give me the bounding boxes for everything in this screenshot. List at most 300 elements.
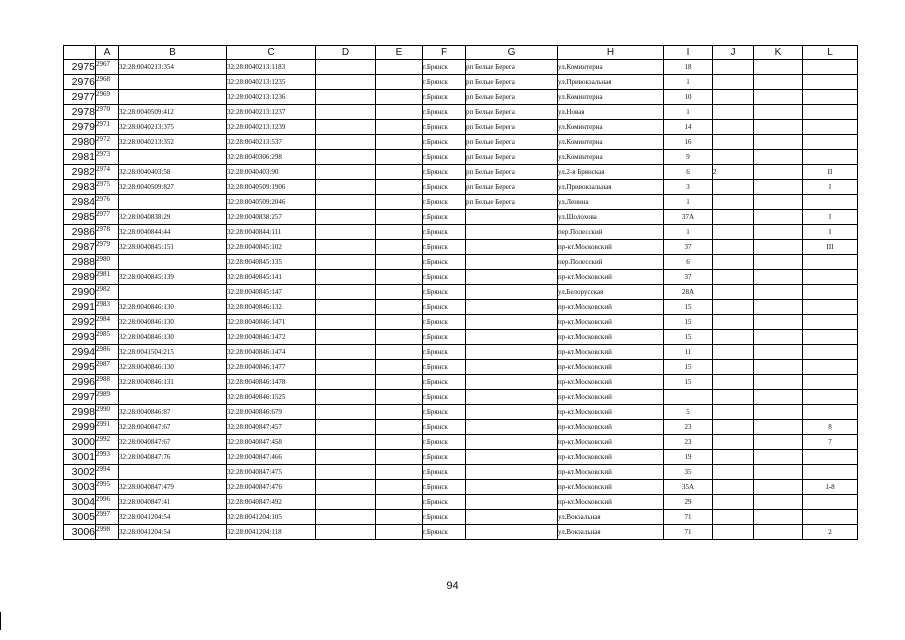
column-header-i[interactable]: I — [664, 46, 713, 60]
cell-f[interactable]: г.Брянск — [423, 135, 466, 150]
cell-l[interactable] — [803, 60, 858, 75]
cell-e[interactable] — [376, 525, 423, 540]
cell-a[interactable]: 2981 — [96, 270, 119, 285]
cell-b[interactable]: 32:28:0041504:215 — [119, 345, 227, 360]
cell-g[interactable]: рп Белые Берега — [466, 180, 558, 195]
cell-h[interactable]: пр-кт.Московский — [558, 240, 664, 255]
cell-i[interactable]: 23 — [664, 420, 713, 435]
cell-k[interactable] — [754, 315, 803, 330]
cell-d[interactable] — [316, 195, 376, 210]
cell-i[interactable]: 5 — [664, 405, 713, 420]
cell-c[interactable]: 32:28:0040847:476 — [227, 480, 316, 495]
cell-c[interactable]: 32:28:0040847:457 — [227, 420, 316, 435]
cell-c[interactable]: 32:28:0040306:298 — [227, 150, 316, 165]
row-number-cell[interactable]: 3002 — [64, 465, 96, 480]
cell-h[interactable]: пр-кт.Московский — [558, 420, 664, 435]
cell-d[interactable] — [316, 510, 376, 525]
cell-j[interactable] — [713, 465, 754, 480]
cell-a[interactable]: 2998 — [96, 525, 119, 540]
cell-b[interactable] — [119, 465, 227, 480]
cell-j[interactable] — [713, 345, 754, 360]
cell-j[interactable] — [713, 450, 754, 465]
cell-d[interactable] — [316, 405, 376, 420]
cell-h[interactable]: ул.Коминтерна — [558, 60, 664, 75]
cell-h[interactable]: ул.Белорусская — [558, 285, 664, 300]
cell-e[interactable] — [376, 315, 423, 330]
cell-g[interactable] — [466, 420, 558, 435]
cell-b[interactable]: 32:28:0041204:54 — [119, 525, 227, 540]
cell-f[interactable]: г.Брянск — [423, 375, 466, 390]
cell-k[interactable] — [754, 240, 803, 255]
cell-i[interactable]: 15 — [664, 360, 713, 375]
cell-h[interactable]: пр-кт.Московский — [558, 360, 664, 375]
cell-a[interactable]: 2977 — [96, 210, 119, 225]
cell-j[interactable] — [713, 90, 754, 105]
cell-c[interactable]: 32:28:0040846:679 — [227, 405, 316, 420]
cell-i[interactable]: 1 — [664, 105, 713, 120]
cell-k[interactable] — [754, 120, 803, 135]
cell-h[interactable]: пр-кт.Московский — [558, 300, 664, 315]
cell-f[interactable]: г.Брянск — [423, 120, 466, 135]
cell-e[interactable] — [376, 330, 423, 345]
cell-i[interactable]: 35 — [664, 465, 713, 480]
cell-j[interactable] — [713, 150, 754, 165]
row-number-cell[interactable]: 2993 — [64, 330, 96, 345]
cell-c[interactable]: 32:28:0040213:1236 — [227, 90, 316, 105]
cell-i[interactable]: 6 — [664, 255, 713, 270]
cell-c[interactable]: 32:28:0040846:1472 — [227, 330, 316, 345]
cell-d[interactable] — [316, 435, 376, 450]
cell-j[interactable] — [713, 60, 754, 75]
cell-g[interactable] — [466, 210, 558, 225]
cell-l[interactable] — [803, 255, 858, 270]
cell-e[interactable] — [376, 75, 423, 90]
cell-k[interactable] — [754, 420, 803, 435]
cell-e[interactable] — [376, 120, 423, 135]
cell-k[interactable] — [754, 270, 803, 285]
cell-f[interactable]: г.Брянск — [423, 105, 466, 120]
cell-k[interactable] — [754, 375, 803, 390]
cell-b[interactable] — [119, 150, 227, 165]
cell-j[interactable] — [713, 225, 754, 240]
cell-j[interactable] — [713, 75, 754, 90]
cell-f[interactable]: г.Брянск — [423, 390, 466, 405]
cell-c[interactable]: 32:28:0040846:1525 — [227, 390, 316, 405]
column-header-c[interactable]: C — [227, 46, 316, 60]
cell-e[interactable] — [376, 150, 423, 165]
cell-j[interactable] — [713, 270, 754, 285]
cell-l[interactable] — [803, 270, 858, 285]
cell-g[interactable] — [466, 405, 558, 420]
cell-j[interactable] — [713, 120, 754, 135]
cell-c[interactable]: 32:28:0040213:1183 — [227, 60, 316, 75]
corner-cell[interactable] — [64, 46, 96, 60]
cell-d[interactable] — [316, 465, 376, 480]
cell-i[interactable]: 16 — [664, 135, 713, 150]
cell-e[interactable] — [376, 390, 423, 405]
cell-a[interactable]: 2985 — [96, 330, 119, 345]
cell-a[interactable]: 2967 — [96, 60, 119, 75]
cell-a[interactable]: 2996 — [96, 495, 119, 510]
cell-e[interactable] — [376, 420, 423, 435]
cell-b[interactable]: 32:28:0040846:130 — [119, 300, 227, 315]
cell-l[interactable]: 7 — [803, 435, 858, 450]
cell-g[interactable]: рп Белые Берега — [466, 120, 558, 135]
cell-k[interactable] — [754, 60, 803, 75]
cell-a[interactable]: 2997 — [96, 510, 119, 525]
cell-l[interactable] — [803, 360, 858, 375]
cell-a[interactable]: 2969 — [96, 90, 119, 105]
cell-l[interactable] — [803, 315, 858, 330]
cell-d[interactable] — [316, 135, 376, 150]
cell-l[interactable] — [803, 390, 858, 405]
cell-h[interactable]: пр-кт.Московский — [558, 270, 664, 285]
cell-a[interactable]: 2979 — [96, 240, 119, 255]
cell-d[interactable] — [316, 255, 376, 270]
cell-e[interactable] — [376, 405, 423, 420]
cell-h[interactable]: пр-кт.Московский — [558, 435, 664, 450]
row-number-cell[interactable]: 2979 — [64, 120, 96, 135]
column-header-l[interactable]: L — [803, 46, 858, 60]
column-header-k[interactable]: K — [754, 46, 803, 60]
cell-f[interactable]: г.Брянск — [423, 525, 466, 540]
row-number-cell[interactable]: 2978 — [64, 105, 96, 120]
cell-b[interactable]: 32:28:0040846:130 — [119, 360, 227, 375]
cell-e[interactable] — [376, 345, 423, 360]
row-number-cell[interactable]: 3003 — [64, 480, 96, 495]
cell-b[interactable]: 32:28:0040213:352 — [119, 135, 227, 150]
cell-b[interactable]: 32:28:0040845:139 — [119, 270, 227, 285]
cell-e[interactable] — [376, 480, 423, 495]
cell-g[interactable]: рп Белые Берега — [466, 165, 558, 180]
cell-i[interactable]: 29 — [664, 495, 713, 510]
cell-i[interactable] — [664, 390, 713, 405]
cell-f[interactable]: г.Брянск — [423, 285, 466, 300]
cell-g[interactable]: рп Белые Берега — [466, 90, 558, 105]
cell-g[interactable] — [466, 495, 558, 510]
cell-c[interactable]: 32:28:0040845:102 — [227, 240, 316, 255]
cell-k[interactable] — [754, 195, 803, 210]
cell-c[interactable]: 32:28:0040846:1471 — [227, 315, 316, 330]
cell-h[interactable]: ул.Коминтерна — [558, 150, 664, 165]
column-header-h[interactable]: H — [558, 46, 664, 60]
cell-b[interactable]: 32:28:0040847:41 — [119, 495, 227, 510]
cell-d[interactable] — [316, 105, 376, 120]
column-header-e[interactable]: E — [376, 46, 423, 60]
cell-l[interactable]: I — [803, 180, 858, 195]
cell-a[interactable]: 2973 — [96, 150, 119, 165]
column-header-d[interactable]: D — [316, 46, 376, 60]
cell-l[interactable] — [803, 465, 858, 480]
cell-d[interactable] — [316, 60, 376, 75]
cell-f[interactable]: г.Брянск — [423, 345, 466, 360]
cell-i[interactable]: 9 — [664, 150, 713, 165]
cell-d[interactable] — [316, 375, 376, 390]
row-number-cell[interactable]: 2980 — [64, 135, 96, 150]
row-number-cell[interactable]: 2990 — [64, 285, 96, 300]
cell-l[interactable] — [803, 405, 858, 420]
cell-d[interactable] — [316, 90, 376, 105]
cell-e[interactable] — [376, 90, 423, 105]
cell-i[interactable]: 15 — [664, 300, 713, 315]
row-number-cell[interactable]: 2981 — [64, 150, 96, 165]
cell-e[interactable] — [376, 270, 423, 285]
cell-j[interactable] — [713, 195, 754, 210]
cell-c[interactable]: 32:28:0040847:466 — [227, 450, 316, 465]
cell-e[interactable] — [376, 360, 423, 375]
cell-e[interactable] — [376, 465, 423, 480]
cell-c[interactable]: 32:28:0040213:537 — [227, 135, 316, 150]
cell-g[interactable] — [466, 465, 558, 480]
cell-a[interactable]: 2989 — [96, 390, 119, 405]
cell-b[interactable] — [119, 75, 227, 90]
cell-k[interactable] — [754, 495, 803, 510]
cell-h[interactable]: пер.Полесский — [558, 225, 664, 240]
cell-j[interactable] — [713, 135, 754, 150]
cell-f[interactable]: г.Брянск — [423, 360, 466, 375]
cell-h[interactable]: ул.Новая — [558, 105, 664, 120]
cell-c[interactable]: 32:28:0040846:1477 — [227, 360, 316, 375]
column-header-a[interactable]: A — [96, 46, 119, 60]
cell-k[interactable] — [754, 465, 803, 480]
cell-d[interactable] — [316, 120, 376, 135]
cell-d[interactable] — [316, 150, 376, 165]
cell-k[interactable] — [754, 360, 803, 375]
cell-d[interactable] — [316, 330, 376, 345]
cell-b[interactable]: 32:28:0040213:375 — [119, 120, 227, 135]
cell-d[interactable] — [316, 390, 376, 405]
cell-c[interactable]: 32:28:0040847:475 — [227, 465, 316, 480]
cell-h[interactable]: пр-кт.Московский — [558, 450, 664, 465]
cell-b[interactable]: 32:28:0040846:87 — [119, 405, 227, 420]
cell-j[interactable] — [713, 405, 754, 420]
cell-b[interactable]: 32:28:0040846:130 — [119, 315, 227, 330]
column-header-b[interactable]: B — [119, 46, 227, 60]
cell-a[interactable]: 2971 — [96, 120, 119, 135]
cell-i[interactable]: 37А — [664, 210, 713, 225]
cell-f[interactable]: г.Брянск — [423, 450, 466, 465]
cell-g[interactable] — [466, 450, 558, 465]
row-number-cell[interactable]: 2996 — [64, 375, 96, 390]
cell-j[interactable]: 2 — [713, 165, 754, 180]
cell-j[interactable] — [713, 240, 754, 255]
cell-b[interactable] — [119, 255, 227, 270]
cell-d[interactable] — [316, 345, 376, 360]
cell-e[interactable] — [376, 300, 423, 315]
cell-k[interactable] — [754, 510, 803, 525]
cell-e[interactable] — [376, 510, 423, 525]
cell-a[interactable]: 2980 — [96, 255, 119, 270]
cell-h[interactable]: пр-кт.Московский — [558, 465, 664, 480]
cell-a[interactable]: 2991 — [96, 420, 119, 435]
cell-l[interactable]: I — [803, 210, 858, 225]
cell-a[interactable]: 2976 — [96, 195, 119, 210]
cell-i[interactable]: 18 — [664, 60, 713, 75]
cell-l[interactable]: 8 — [803, 420, 858, 435]
cell-d[interactable] — [316, 420, 376, 435]
row-number-cell[interactable]: 2995 — [64, 360, 96, 375]
cell-a[interactable]: 2988 — [96, 375, 119, 390]
cell-i[interactable]: 71 — [664, 525, 713, 540]
row-number-cell[interactable]: 2991 — [64, 300, 96, 315]
cell-l[interactable] — [803, 450, 858, 465]
cell-i[interactable]: 6 — [664, 165, 713, 180]
cell-b[interactable]: 32:28:0040509:412 — [119, 105, 227, 120]
cell-a[interactable]: 2968 — [96, 75, 119, 90]
cell-h[interactable]: ул.2-я Брянская — [558, 165, 664, 180]
cell-c[interactable]: 32:28:0040403:90 — [227, 165, 316, 180]
cell-a[interactable]: 2994 — [96, 465, 119, 480]
cell-i[interactable]: 11 — [664, 345, 713, 360]
cell-b[interactable] — [119, 90, 227, 105]
cell-a[interactable]: 2982 — [96, 285, 119, 300]
cell-h[interactable]: пр-кт.Московский — [558, 345, 664, 360]
cell-h[interactable]: пр-кт.Московский — [558, 495, 664, 510]
cell-f[interactable]: г.Брянск — [423, 435, 466, 450]
cell-c[interactable]: 32:28:0040213:1235 — [227, 75, 316, 90]
row-number-cell[interactable]: 2989 — [64, 270, 96, 285]
cell-d[interactable] — [316, 270, 376, 285]
row-number-cell[interactable]: 2986 — [64, 225, 96, 240]
cell-d[interactable] — [316, 165, 376, 180]
cell-b[interactable] — [119, 285, 227, 300]
cell-f[interactable]: г.Брянск — [423, 480, 466, 495]
cell-a[interactable]: 2992 — [96, 435, 119, 450]
cell-g[interactable]: рп Белые Берега — [466, 105, 558, 120]
cell-g[interactable] — [466, 360, 558, 375]
cell-g[interactable] — [466, 510, 558, 525]
cell-g[interactable] — [466, 390, 558, 405]
cell-l[interactable] — [803, 285, 858, 300]
cell-e[interactable] — [376, 225, 423, 240]
cell-l[interactable]: III — [803, 240, 858, 255]
cell-e[interactable] — [376, 105, 423, 120]
cell-f[interactable]: г.Брянск — [423, 315, 466, 330]
cell-j[interactable] — [713, 315, 754, 330]
cell-k[interactable] — [754, 525, 803, 540]
cell-k[interactable] — [754, 210, 803, 225]
cell-g[interactable] — [466, 525, 558, 540]
cell-d[interactable] — [316, 300, 376, 315]
cell-j[interactable] — [713, 330, 754, 345]
cell-e[interactable] — [376, 450, 423, 465]
cell-f[interactable]: г.Брянск — [423, 90, 466, 105]
cell-k[interactable] — [754, 480, 803, 495]
cell-g[interactable] — [466, 375, 558, 390]
cell-a[interactable]: 2987 — [96, 360, 119, 375]
cell-i[interactable]: 1 — [664, 195, 713, 210]
cell-i[interactable]: 15 — [664, 330, 713, 345]
cell-g[interactable]: рп Белые Берега — [466, 75, 558, 90]
column-header-j[interactable]: J — [713, 46, 754, 60]
cell-h[interactable]: ул.Привокзальная — [558, 75, 664, 90]
cell-h[interactable]: пр-кт.Московский — [558, 330, 664, 345]
cell-b[interactable]: 32:28:0040509:827 — [119, 180, 227, 195]
cell-j[interactable] — [713, 300, 754, 315]
cell-k[interactable] — [754, 345, 803, 360]
cell-k[interactable] — [754, 300, 803, 315]
cell-h[interactable]: пр-кт.Московский — [558, 315, 664, 330]
cell-k[interactable] — [754, 405, 803, 420]
cell-c[interactable]: 32:28:0040845:141 — [227, 270, 316, 285]
cell-c[interactable]: 32:28:0040509:2046 — [227, 195, 316, 210]
row-number-cell[interactable]: 2988 — [64, 255, 96, 270]
cell-l[interactable]: 1-8 — [803, 480, 858, 495]
cell-a[interactable]: 2972 — [96, 135, 119, 150]
cell-b[interactable]: 32:28:0041204:54 — [119, 510, 227, 525]
cell-l[interactable] — [803, 330, 858, 345]
row-number-cell[interactable]: 3001 — [64, 450, 96, 465]
cell-e[interactable] — [376, 195, 423, 210]
cell-b[interactable]: 32:28:0040838:29 — [119, 210, 227, 225]
cell-f[interactable]: г.Брянск — [423, 255, 466, 270]
cell-d[interactable] — [316, 285, 376, 300]
cell-l[interactable] — [803, 375, 858, 390]
cell-j[interactable] — [713, 255, 754, 270]
cell-l[interactable] — [803, 300, 858, 315]
row-number-cell[interactable]: 3000 — [64, 435, 96, 450]
cell-b[interactable]: 32:28:0040847:67 — [119, 435, 227, 450]
row-number-cell[interactable]: 3006 — [64, 525, 96, 540]
column-header-g[interactable]: G — [466, 46, 558, 60]
cell-c[interactable]: 32:28:0040845:135 — [227, 255, 316, 270]
cell-b[interactable]: 32:28:0040847:67 — [119, 420, 227, 435]
cell-k[interactable] — [754, 135, 803, 150]
cell-f[interactable]: г.Брянск — [423, 210, 466, 225]
cell-c[interactable]: 32:28:0041204:118 — [227, 525, 316, 540]
cell-e[interactable] — [376, 375, 423, 390]
cell-i[interactable]: 14 — [664, 120, 713, 135]
cell-a[interactable]: 2993 — [96, 450, 119, 465]
cell-b[interactable]: 32:28:0040403:58 — [119, 165, 227, 180]
cell-i[interactable]: 71 — [664, 510, 713, 525]
cell-a[interactable]: 2990 — [96, 405, 119, 420]
cell-e[interactable] — [376, 210, 423, 225]
cell-i[interactable]: 15 — [664, 315, 713, 330]
cell-d[interactable] — [316, 360, 376, 375]
row-number-cell[interactable]: 2994 — [64, 345, 96, 360]
cell-e[interactable] — [376, 135, 423, 150]
cell-e[interactable] — [376, 60, 423, 75]
cell-k[interactable] — [754, 450, 803, 465]
cell-e[interactable] — [376, 495, 423, 510]
cell-e[interactable] — [376, 165, 423, 180]
cell-a[interactable]: 2974 — [96, 165, 119, 180]
cell-f[interactable]: г.Брянск — [423, 270, 466, 285]
cell-d[interactable] — [316, 225, 376, 240]
column-header-f[interactable]: F — [423, 46, 466, 60]
row-number-cell[interactable]: 3004 — [64, 495, 96, 510]
cell-b[interactable]: 32:28:0040846:131 — [119, 375, 227, 390]
cell-g[interactable]: рп Белые Берега — [466, 60, 558, 75]
cell-f[interactable]: г.Брянск — [423, 405, 466, 420]
cell-a[interactable]: 2995 — [96, 480, 119, 495]
cell-l[interactable] — [803, 120, 858, 135]
cell-k[interactable] — [754, 150, 803, 165]
cell-e[interactable] — [376, 435, 423, 450]
cell-j[interactable] — [713, 480, 754, 495]
cell-l[interactable] — [803, 345, 858, 360]
cell-h[interactable]: ул.Привокзальная — [558, 180, 664, 195]
cell-b[interactable]: 32:28:0040847:479 — [119, 480, 227, 495]
cell-h[interactable]: ул.Шолохова — [558, 210, 664, 225]
cell-h[interactable]: ул.Коминтерна — [558, 135, 664, 150]
cell-e[interactable] — [376, 240, 423, 255]
cell-b[interactable] — [119, 195, 227, 210]
cell-f[interactable]: г.Брянск — [423, 75, 466, 90]
cell-c[interactable]: 32:28:0040844:111 — [227, 225, 316, 240]
cell-f[interactable]: г.Брянск — [423, 420, 466, 435]
